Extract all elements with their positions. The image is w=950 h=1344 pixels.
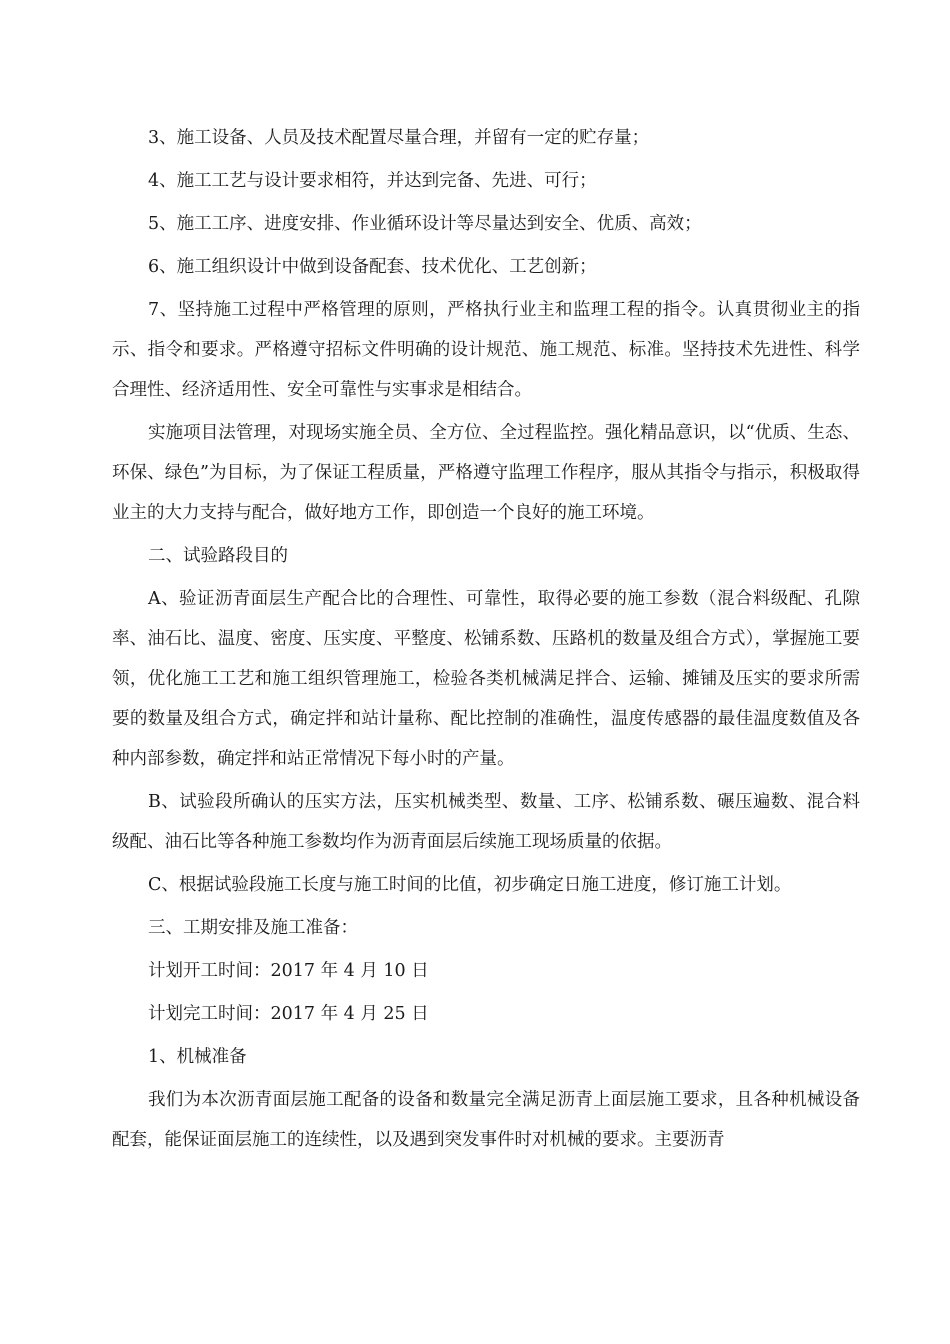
paragraph-end-date: 计划完工时间：2017 年 4 月 25 日 xyxy=(148,1004,429,1024)
paragraph-schedule: 5、施工工序、进度安排、作业循环设计等尽量达到安全、优质、高效； xyxy=(148,214,702,234)
paragraph-purpose-b: B、试验段所确认的压实方法，压实机械类型、数量、工序、松铺系数、碾压遍数、混合料级配、油石比等各种施工参数均作为沥青面层后续施工现场质量的依据。 xyxy=(112,792,860,852)
paragraph-project-management: 实施项目法管理，对现场实施全员、全方位、全过程监控。强化精品意识，以“优质、生态、环保、绿色”为目标，为了保证工程质量，严格遵守监理工作程序，服从其指令与指示，积极取得业主的大力支持与配合，做好地方工作，即创造一个良好的施工环境。 xyxy=(112,423,860,523)
section-heading-schedule: 三、工期安排及施工准备： xyxy=(148,918,358,938)
paragraph-organization: 6、施工组织设计中做到设备配套、技术优化、工艺创新； xyxy=(148,257,597,277)
paragraph-machinery: 我们为本次沥青面层施工配备的设备和数量完全满足沥青上面层施工要求，且各种机械设备配套，能保证面层施工的连续性，以及遇到突发事件时对机械的要求。主要沥青 xyxy=(112,1090,860,1150)
paragraph-purpose-c: C、根据试验段施工长度与施工时间的比值，初步确定日施工进度，修订施工计划。 xyxy=(148,875,792,895)
paragraph-management-principle: 7、坚持施工过程中严格管理的原则，严格执行业主和监理工程的指令。认真贯彻业主的指示、指令和要求。严格遵守招标文件明确的设计规范、施工规范、标准。坚持技术先进性、科学合理性、经济适用性、安全可靠性与实事求是相结合。 xyxy=(112,300,860,400)
paragraph-equipment-config: 3、施工设备、人员及技术配置尽量合理，并留有一定的贮存量； xyxy=(148,128,650,148)
paragraph-purpose-a: A、验证沥青面层生产配合比的合理性、可靠性，取得必要的施工参数（混合料级配、孔隙率、油石比、温度、密度、压实度、平整度、松铺系数、压路机的数量及组合方式），掌握施工要领，优化施工工艺和施工组织管理施工，检验各类机械满足拌合、运输、摊铺及压实的要求所需要的数量及组合方式，确定拌和站计量称、配比控制的准确性，温度传感器的最佳温度数值及各种内部参数，确定拌和站正常情况下每小时的产量。 xyxy=(112,589,860,769)
subheading-machinery: 1、机械准备 xyxy=(148,1047,247,1067)
paragraph-start-date: 计划开工时间：2017 年 4 月 10 日 xyxy=(148,961,429,981)
document-body xyxy=(112,118,860,1163)
section-heading-test-purpose: 二、试验路段目的 xyxy=(148,546,288,566)
paragraph-process-design: 4、施工工艺与设计要求相符，并达到完备、先进、可行； xyxy=(148,171,597,191)
